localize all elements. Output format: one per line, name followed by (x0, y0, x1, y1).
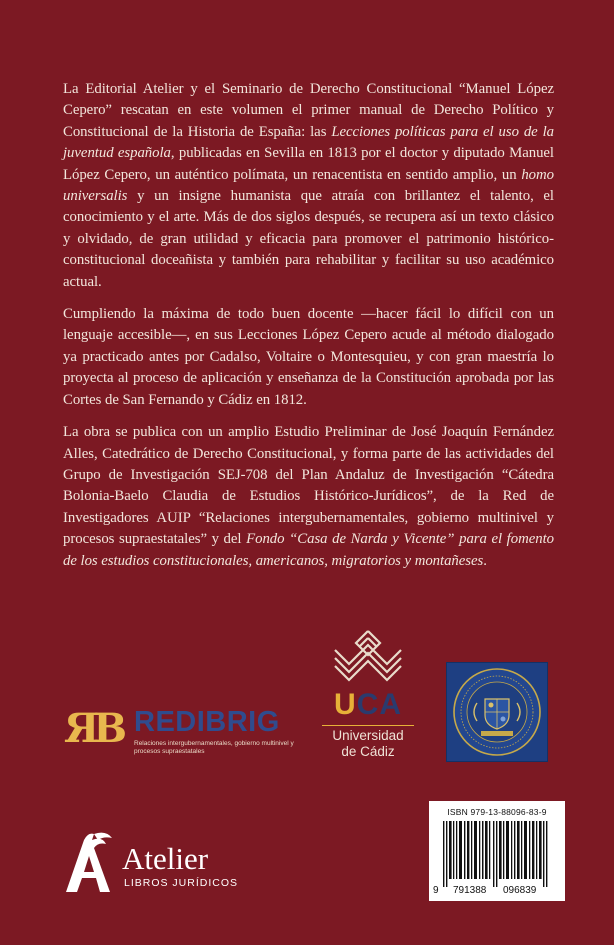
atelier-subtitle: LIBROS JURÍDICOS (124, 877, 239, 889)
blurb-text: . (483, 552, 487, 569)
atelier-publisher-logo (62, 830, 262, 900)
atelier-mark-icon (62, 830, 120, 894)
uca-letter-u: U (333, 688, 357, 721)
redibrig-subtitle: Relaciones intergubernamentales, gobierno multinivel y procesos supraestatales (134, 740, 294, 755)
blurb-text: y un insigne humanista que atraía con brillantez el talento, el conocimiento y el arte. Más de dos siglos después, se recupera así un texto clásico y olvidado, de gran utilidad y eficacia para promover el patrimonio histórico-constitucional doceañista y también para rehabilitar y facilitar su uso académico actual. (63, 188, 554, 290)
fund-name-italic: Fondo “Casa de Narda y Vicente” para el fomento de los estudios constitucionales, americanos, migratorios y montañeses (63, 531, 554, 569)
uca-name-line-1: Universidad (332, 728, 404, 743)
uca-name-line-2: de Cádiz (341, 744, 395, 759)
redibrig-logo (64, 705, 294, 765)
barcode-digit-first: 9 (433, 885, 439, 896)
barcode-digits-left: 791388 (453, 885, 487, 896)
barcode-bars (437, 821, 557, 887)
uca-emblem-icon (327, 628, 409, 686)
uca-logo (320, 628, 420, 768)
barcode-digits-right: 096839 (503, 885, 537, 896)
latin-phrase-italic: homo universalis (63, 166, 554, 205)
book-title-italic: Lecciones políticas para el uso de la juventud española (63, 123, 555, 162)
uca-divider (322, 725, 414, 726)
atelier-name: Atelier (122, 841, 209, 876)
isbn-label: ISBN 979-13-88096-83-9 (447, 807, 547, 817)
blurb-paragraph-1 (63, 79, 554, 293)
blurb-paragraph-3 (63, 422, 554, 572)
redibrig-wordmark: REDIBRIG (134, 706, 280, 738)
institution-seal (446, 662, 548, 762)
seal-emblem-icon (447, 663, 547, 761)
blurb-text: La Editorial Atelier y el Seminario de Derecho Constitucional “Manuel López Cepero” rescatan en este volumen el primer manual de Derecho Político y Constitucional de la Historia de España: las (63, 81, 554, 140)
blurb (63, 79, 554, 583)
uca-letters-ca: CA (356, 688, 402, 721)
blurb-text: La obra se publica con un amplio Estudio Preliminar de José Joaquín Fernández Alles, Catedrático de Derecho Constitucional, y forma parte de las actividades del Grupo de Investigación SEJ-708 del Plan Andaluz de Investigación “Cátedra Bolonia-Baelo Claudia de Estudios Histórico-Jurídicos”, de la Red de Investigadores AUIP “Relaciones intergubernamentales, gobierno multinivel y procesos supraestatales” y del (63, 424, 554, 548)
isbn-barcode (429, 801, 565, 901)
blurb-text: , publicadas en Sevilla en 1813 por el doctor y diputado Manuel López Cepero, un auténtico polímata, un renacentista en sentido amplio, un (63, 145, 554, 183)
blurb-paragraph-2: Cumpliendo la máxima de todo buen docente —hacer fácil lo difícil con un lenguaje accesible—, en sus Lecciones López Cepero acude al método dialogado ya practicado antes por Cadalso, Voltaire o Montesquieu, y con gran maestría lo proyecta al proceso de aplicación y enseñanza de la Constitución aprobada por las Cortes de San Fernando y Cádiz en 1812. (63, 306, 554, 408)
uca-university-name (320, 728, 416, 760)
redibrig-mark: ЯB (64, 705, 122, 752)
uca-wordmark (320, 688, 416, 722)
